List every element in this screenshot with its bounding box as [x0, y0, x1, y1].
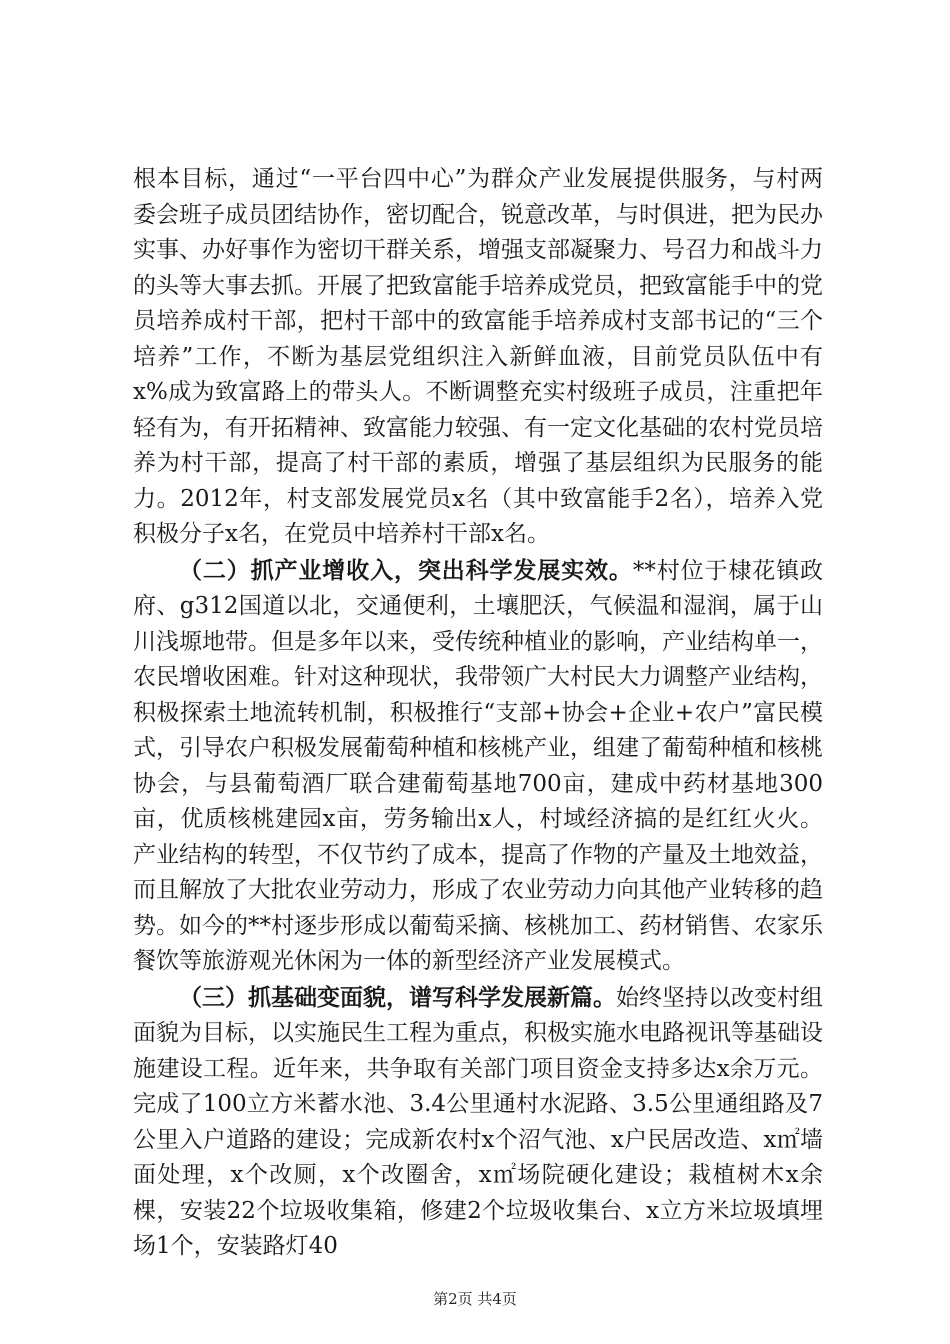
page-footer: 第2页 共4页 [433, 1290, 517, 1308]
paragraph-1 [133, 162, 823, 553]
paragraph-1-text: 根本目标，通过“一平台四中心”为群众产业发展提供服务，与村两委会班子成员团结协作，密切配合，锐意改革，与时俱进，把为民办实事、办好事作为密切干群关系，增强支部凝聚力、号召力和战斗力的头等大事去抓。开展了把致富能手培养成党员，把致富能手中的党员培养成村干部，把村干部中的致富能手培养成村支部书记的“三个培养”工作，不断为基层党组织注入新鲜血液，目前党员队伍中有x%成为致富路上的带头人。不断调整充实村级班子成员，注重把年轻有为，有开拓精神、致富能力较强、有一定文化基础的农村党员培养为村干部，提高了村干部的素质，增强了基层组织为民服务的能力。2012年，村支部发展党员x名（其中致富能手2名），培养入党积极分子x名，在党员中培养村干部x名。 [133, 166, 823, 547]
paragraph-2 [133, 553, 823, 980]
section-heading-2: （二）抓产业增收入，突出科学发展实效。 [179, 556, 633, 584]
document-body [133, 162, 823, 1265]
section-heading-3: （三）抓基础变面貌，谱写科学发展新篇。 [179, 983, 616, 1011]
paragraph-2-text: **村位于棣花镇政府、g312国道以北，交通便利，土壤肥沃，气候温和湿润，属于山川浅塬地带。但是多年以来，受传统种植业的影响，产业结构单一，农民增收困难。针对这种现状，我带领广大村民大力调整产业结构，积极探索土地流转机制，积极推行“支部+协会+企业+农户”富民模式，引导农户积极发展葡萄种植和核桃产业，组建了葡萄种植和核桃协会，与县葡萄酒厂联合建葡萄基地700亩，建成中药材基地300亩，优质核桃建园x亩，劳务输出x人，村域经济搞的是红红火火。产业结构的转型，不仅节约了成本，提高了作物的产量及土地效益，而且解放了大批农业劳动力，形成了农业劳动力向其他产业转移的趋势。如今的**村逐步形成以葡萄采摘、核桃加工、药材销售、农家乐餐饮等旅游观光休闲为一体的新型经济产业发展模式。 [133, 557, 824, 974]
paragraph-3-text: 始终坚持以改变村组面貌为目标，以实施民生工程为重点，积极实施水电路视讯等基础设施建设工程。近年来，共争取有关部门项目资金支持多达x余万元。完成了100立方米蓄水池、3.4公里通村水泥路、3.5公里通组路及7公里入户道路的建设；完成新农村x个沼气池、x户民居改造、x㎡墙面处理，x个改厕，x个改圈舍，x㎡场院硬化建设；栽植树木x余棵，安装22个垃圾收集箱，修建2个垃圾收集台、x立方米垃圾填埋场1个，安装路灯40 [133, 984, 823, 1259]
paragraph-3 [133, 980, 823, 1265]
